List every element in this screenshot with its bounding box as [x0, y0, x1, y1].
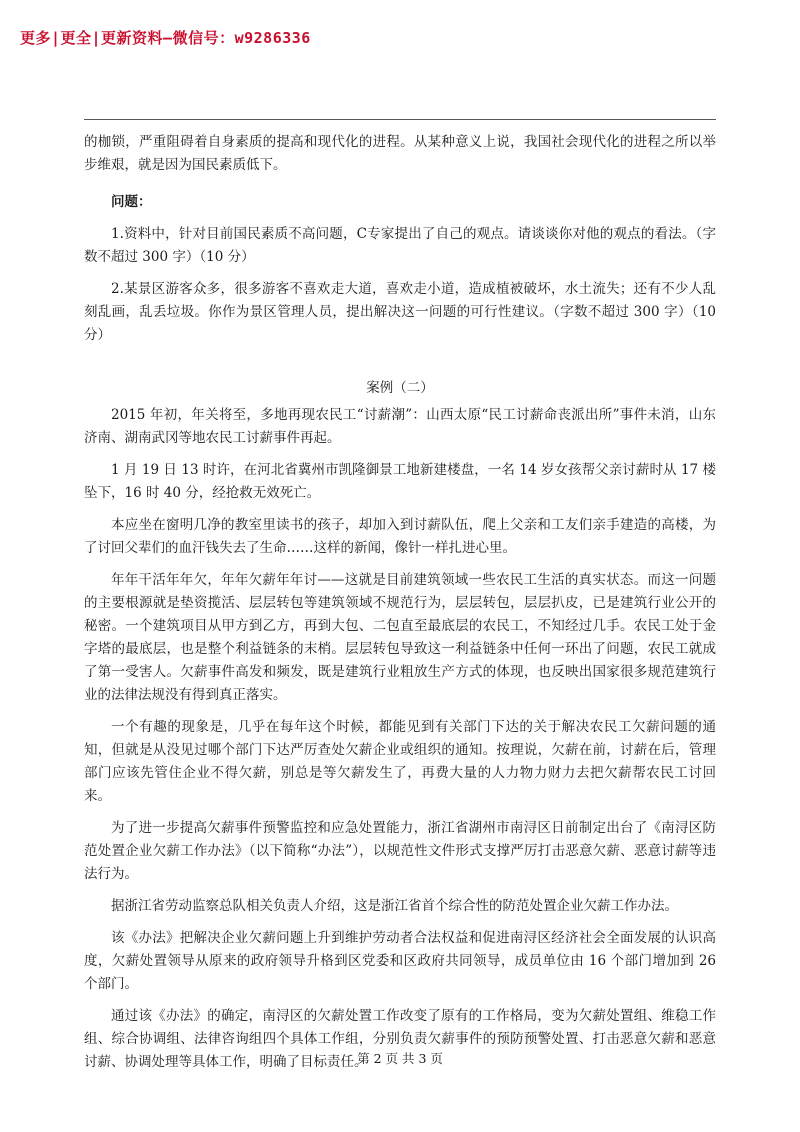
page-number: 第 2 页 共 3 页 [357, 1051, 443, 1066]
questions-heading: 问题： [111, 194, 152, 210]
case-paragraph: 该《办法》把解决企业欠薪问题上升到维护劳动者合法权益和促进南浔区经济社会全面发展的认识高度，欠薪处置领导从原来的政府领导升格到区党委和区政府共同领导，成员单位由 16 个部门增加到 26 个部门。 [84, 930, 716, 992]
paragraph-continued: 的枷锁，严重阻碍着自身素质的提高和现代化的进程。从某种意义上说，我国社会现代化的进程之所以举步维艰，就是因为国民素质低下。 [84, 134, 716, 173]
promo-banner: 更多|更全|更新资料—微信号：w9286336 [20, 29, 311, 47]
question-item: 1.资料中，针对目前国民素质不高问题，C专家提出了自己的观点。请谈谈你对他的观点的看法。（字数不超过 300 字）（10 分） [84, 226, 716, 265]
case-paragraph: 通过该《办法》的确定，南浔区的欠薪处置工作改变了原有的工作格局，变为欠薪处置组、维稳工作组、综合协调组、法律咨询组四个具体工作组，分别负责欠薪事件的预防预警处置、打击恶意欠薪和恶意讨薪、协调处理等具体工作，明确了目标责任。 [84, 1008, 716, 1070]
case-paragraph: 一个有趣的现象是，几乎在每年这个时候，都能见到有关部门下达的关于解决农民工欠薪问题的通知，但就是从没见过哪个部门下达严厉查处欠薪企业或组织的通知。按理说，欠薪在前，讨薪在后，管理部门应该先管住企业不得欠薪，别总是等欠薪发生了，再费大量的人力物力财力去把欠薪帮农民工讨回来。 [84, 719, 716, 804]
case-title: 案例（二） [366, 380, 434, 396]
case-paragraph: 为了进一步提高欠薪事件预警监控和应急处置能力，浙江省湖州市南浔区日前制定出台了《南浔区防范处置企业欠薪工作办法》（以下简称“办法”），以规范性文件形式支撑严厉打击恶意欠薪、恶意讨薪等违法行为。 [84, 820, 716, 882]
case-paragraph: 本应坐在窗明几净的教室里读书的孩子，却加入到讨薪队伍，爬上父亲和工友们亲手建造的高楼，为了讨回父辈们的血汗钱失去了生命……这样的新闻，像针一样扎进心里。 [84, 517, 716, 556]
case-paragraph: 2015 年初，年关将至，多地再现农民工“讨薪潮”：山西太原“民工讨薪命丧派出所”事件未消，山东济南、湖南武冈等地农民工讨薪事件再起。 [84, 407, 716, 446]
question-item: 2.某景区游客众多，很多游客不喜欢走大道，喜欢走小道，造成植被破坏，水土流失；还有不少人乱刻乱画，乱丢垃圾。你作为景区管理人员，提出解决这一问题的可行性建议。（字数不超过 300 字）（10 分） [84, 281, 716, 343]
header-divider [84, 119, 716, 120]
case-paragraph: 年年干活年年欠，年年欠薪年年讨——这就是目前建筑领域一些农民工生活的真实状态。而这一问题的主要根源就是垫资揽活、层层转包等建筑领域不规范行为，层层转包，层层扒皮，已是建筑行业公开的秘密。一个建筑项目从甲方到乙方，再到大包、二包直至最底层的农民工，不知经过几手。农民工处于金字塔的最底层，也是整个利益链条的末梢。层层转包导致这一利益链条中任何一环出了问题，农民工就成了第一受害人。欠薪事件高发和频发，既是建筑行业粗放生产方式的体现，也反映出国家很多规范建筑行业的法律法规没有得到真正落实。 [84, 572, 716, 703]
document-body [84, 131, 716, 1083]
case-paragraph: 据浙江省劳动监察总队相关负责人介绍，这是浙江省首个综合性的防范处置企业欠薪工作办法。 [111, 898, 678, 914]
case-paragraph: 1 月 19 日 13 时许，在河北省冀州市凯隆御景工地新建楼盘，一名 14 岁女孩帮父亲讨薪时从 17 楼坠下，16 时 40 分，经抢救无效死亡。 [84, 462, 716, 501]
